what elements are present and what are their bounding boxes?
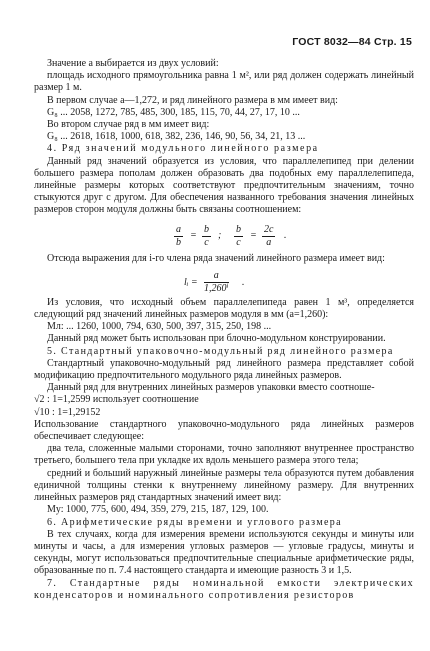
formula-li xyxy=(34,265,414,297)
page-header: ГОСТ 8032—84 Стр. 15 xyxy=(292,36,412,48)
formula-lhs: lᵢ = xyxy=(184,276,198,288)
paragraph: В тех случаях, когда для измерения времени используются секунды и минуты или минуты и часы, а для измерения угловых размеров — угловые градусы, минуты и секунды, могут использоваться предпочтительные специальные арифметические ряды, образованные по п. 7.4 настоящего стандарта и имеющие разность 3 и 1,5. xyxy=(34,528,414,577)
fraction-b-over-c: b c xyxy=(204,223,209,248)
paragraph: Значение a выбирается из двух условий: xyxy=(47,58,219,69)
equals-sign: = xyxy=(250,229,257,241)
series-g8-first: G₈ ... 2058, 1272, 785, 485, 300, 185, 115, 70, 44, 27, 17, 10 ... xyxy=(47,106,300,118)
paragraph: Данный ряд может быть использован при блочно-модульном конструировании. xyxy=(47,333,386,345)
fraction-b-over-c-2: b c xyxy=(236,223,241,248)
period: . xyxy=(242,276,245,288)
semicolon: ; xyxy=(218,229,222,241)
paragraph: Данный ряд для внутренних линейных размеров упаковки вместо соотноше- xyxy=(47,382,375,394)
paragraph: Во втором случае ряд в мм имеет вид: xyxy=(47,119,210,131)
series-my: Mу: 1000, 775, 600, 494, 359, 279, 215, 187, 129, 100. xyxy=(47,504,269,516)
paragraph: Использование стандартного упаковочно-модульного ряда линейных размеров обеспечивает следующее: xyxy=(34,418,414,443)
fraction-2c-over-a: 2c a xyxy=(264,223,274,248)
series-g8-second: G₈ ... 2618, 1618, 1000, 618, 382, 236, 146, 90, 56, 34, 21, 13 ... xyxy=(47,131,306,143)
fraction-a-over-b: a b xyxy=(176,223,181,248)
document-body xyxy=(34,58,414,602)
section-heading-4: 4. Ряд значений модульного линейного размера xyxy=(47,143,319,155)
paragraph: средний и больший наружный линейные размеры тела образуются путем добавления единичной толщины стенки к внутреннему линейному размеру. Для внутренних линейных размеров ряд стандартных значений имеет вид: xyxy=(34,467,414,504)
equals-sign: = xyxy=(190,229,197,241)
series-ml: Mл: ... 1260, 1000, 794, 630, 500, 397, 315, 250, 198 ... xyxy=(47,321,272,333)
paragraph: Данный ряд значений образуется из условия, что параллелепипед при делении большего размера пополам должен образовать два подобных ему параллелепипеда, линейные размеры которых соответствуют предпочтительным значениям, точно стыкуются друг с другом. Для обеспечения названного требования значения линейных размеров сторон модуля должны быть связаны соотношением: xyxy=(34,155,414,216)
paragraph: Стандартный упаковочно-модульный ряд линейного размера представляет собой модификацию предпочтительного модульного ряда линейных размеров. xyxy=(34,357,414,382)
paragraph: В первом случае a—1,272, и ряд линейного размера в мм имеет вид: xyxy=(47,94,338,106)
section-heading-5: 5. Стандартный упаковочно-модульный ряд линейного размера xyxy=(47,345,394,357)
section-heading-6: 6. Арифметические ряды времени и углового размера xyxy=(47,516,342,528)
period: . xyxy=(284,229,287,241)
paragraph: Отсюда выражения для i-го члена ряда значений линейного размера имеет вид: xyxy=(47,252,385,264)
formula-ratio xyxy=(34,217,414,253)
fraction-a-over-power: a 1,260ⁱ xyxy=(204,269,229,294)
section-heading-7: 7. Стандартные ряды номинальной емкости электрических конденсаторов и номинального сопротивления резисторов xyxy=(34,577,414,601)
root-line-1: √2 : 1=1,2599 использует соотношение xyxy=(34,394,199,406)
paragraph: площадь исходного прямоугольника равна 1 м², или ряд должен содержать линейный размер 1 м. xyxy=(34,70,414,94)
root-line-2: √10 : 1=1,29152 xyxy=(34,406,101,418)
paragraph: Из условия, что исходный объем параллелепипеда равен 1 м³, определяется следующий ряд значений линейных размеров модуля в мм (a=1,260): xyxy=(34,296,414,321)
paragraph: два тела, сложенные малыми сторонами, точно заполняют внутреннее пространство третьего, большего тела при укладке их вдоль меньшего размера этого тела; xyxy=(34,443,414,467)
